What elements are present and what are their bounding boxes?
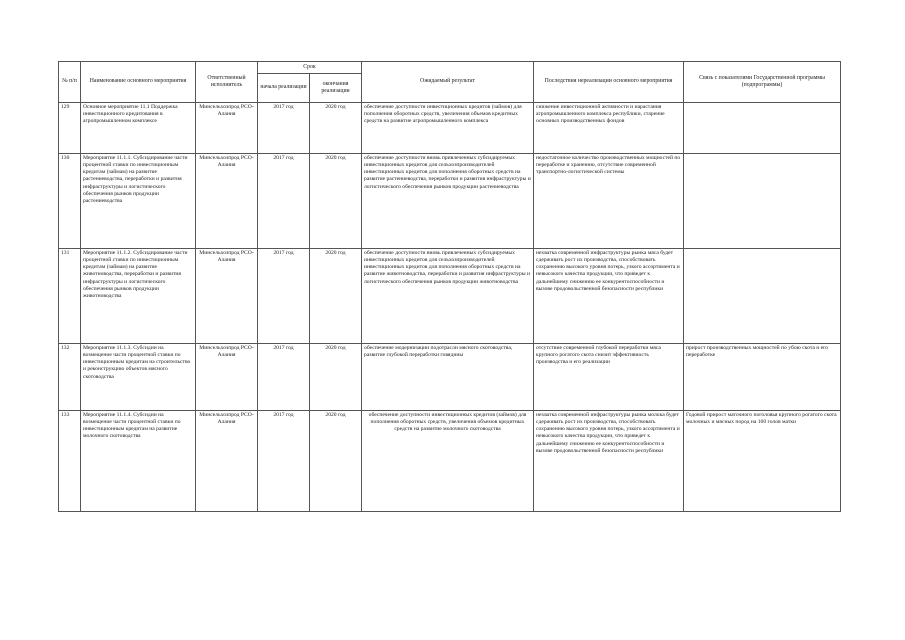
row-name: Мероприятие 11.1.2. Субсидирование части процентной ставки по инвестиционным кредитам (займам) на развитие животноводства, переработки и развития инфраструктуры и логистического обеспечения рынков продукции животноводства bbox=[81, 249, 196, 344]
header-row bbox=[59, 62, 841, 74]
row-responsible: Минсельхозпрод РСО-Алания bbox=[196, 154, 258, 249]
row-end: 2020 год bbox=[310, 411, 362, 512]
header-num: № п/п bbox=[59, 62, 81, 103]
row-num: 130 bbox=[59, 154, 81, 249]
table-row bbox=[59, 249, 841, 344]
table-row bbox=[59, 344, 841, 411]
row-link: прирост производственных мощностей по убою скота и его переработке bbox=[684, 344, 841, 411]
row-consequences: нехватка современной инфраструктуры рынка молока будет сдерживать рост их производства, способствовать сохранению высокого уровня потерь, узкого ассортимента и невысокого качества продукции, что приведет к дальнейшему снижению ее конкурентоспособности и вызове продовольственной безопасности республики bbox=[534, 411, 684, 512]
row-name: Основное мероприятие 11.1 Поддержка инвестиционного кредитования в агропромышленном комплексе bbox=[81, 103, 196, 154]
row-link bbox=[684, 249, 841, 344]
row-result: обеспечение доступности инвестиционных кредитов (займов) для пополнения оборотных средств, увеличения объемов кредитных средств на развитие агропромышленного комплекса bbox=[362, 103, 534, 154]
row-responsible: Минсельхозпрод РСО-Алания bbox=[196, 103, 258, 154]
header-result: Ожидаемый результат bbox=[362, 62, 534, 103]
row-responsible: Минсельхозпрод РСО-Алания bbox=[196, 344, 258, 411]
row-responsible: Минсельхозпрод РСО-Алания bbox=[196, 249, 258, 344]
row-consequences: нехватка современной инфраструктуры рынка мяса будет сдерживать рост их производства, способствовать сохранению высокого уровня потерь, узкого ассортимента и невысокого качества продукции, что приведет к дальнейшему снижению ее конкурентоспособности и вызове продовольственной безопасности республики bbox=[534, 249, 684, 344]
header-consequences: Последствия нереализации основного мероприятия bbox=[534, 62, 684, 103]
table-row bbox=[59, 411, 841, 512]
row-link bbox=[684, 103, 841, 154]
row-consequences: недостаточное количество производственных мощностей по переработке и хранению, отсутствие современной транспортно-логистической системы bbox=[534, 154, 684, 249]
header-term-end: окончания реализации bbox=[310, 74, 362, 103]
row-result: обеспечение модернизации подотрасли мясного скотоводства, развитие глубокой переработки говядины bbox=[362, 344, 534, 411]
header-term: Срок bbox=[258, 62, 362, 74]
row-end: 2020 год bbox=[310, 103, 362, 154]
row-end: 2020 год bbox=[310, 154, 362, 249]
table-row bbox=[59, 103, 841, 154]
row-end: 2020 год bbox=[310, 344, 362, 411]
row-num: 132 bbox=[59, 344, 81, 411]
row-name: Мероприятие 11.1.3. Субсидии на возмещение части процентной ставки по инвестиционным кредитам на строительство и реконструкцию объектов мясного скотоводства bbox=[81, 344, 196, 411]
row-name: Мероприятие 11.1.4. Субсидии на возмещение части процентной ставки по инвестиционным кредитам на развитие молочного скотоводства bbox=[81, 411, 196, 512]
row-link: Годовой прирост маточного поголовья крупного рогатого скота молочных и мясных пород на 100 голов матки bbox=[684, 411, 841, 512]
row-consequences: снижение инвестиционной активности и нарастания агропромышленного комплекса республики, старение основных производственных фондов bbox=[534, 103, 684, 154]
row-start: 2017 год bbox=[258, 103, 310, 154]
row-start: 2017 год bbox=[258, 249, 310, 344]
row-start: 2017 год bbox=[258, 154, 310, 249]
row-result: обеспечение доступности инвестиционных кредитов (займов) для пополнения оборотных средств, увеличения объемов кредитных средств на развитие молочного скотоводства bbox=[362, 411, 534, 512]
row-link bbox=[684, 154, 841, 249]
table-row bbox=[59, 154, 841, 249]
header-link: Связь с показателями Государственной программы (подпрограммы) bbox=[684, 62, 841, 103]
row-end: 2020 год bbox=[310, 249, 362, 344]
row-responsible: Минсельхозпрод РСО-Алания bbox=[196, 411, 258, 512]
row-result: обеспечение доступности вновь привлеченных субсидируемых инвестиционных кредитов для сельхозпроизводителей инвестиционных кредитов для пополнения оборотных средств на развитие животноводства, переработки и развития инфраструктуры и логистического обеспечения рынков продукции животноводства bbox=[362, 249, 534, 344]
row-num: 133 bbox=[59, 411, 81, 512]
row-consequences: отсутствие современной глубокой переработки мяса крупного рогатого скота снизит эффективность производства и его реализации bbox=[534, 344, 684, 411]
row-name: Мероприятие 11.1.1. Субсидирование части процентной ставки по инвестиционным кредитам (займам) на развитие растениеводства, переработки и развития инфраструктуры и логистического обеспечения рынков продукции растениеводства bbox=[81, 154, 196, 249]
row-start: 2017 год bbox=[258, 411, 310, 512]
header-responsible: Ответственный исполнитель bbox=[196, 62, 258, 103]
row-start: 2017 год bbox=[258, 344, 310, 411]
row-num: 129 bbox=[59, 103, 81, 154]
header-term-start: начала реализации bbox=[258, 74, 310, 103]
row-result: обеспечение доступности вновь привлеченных субсидируемых инвестиционных кредитов для сельхозпроизводителей инвестиционных кредитов для пополнения оборотных средств на развитие растениеводства, переработки и развития инфраструктуры и логистического обеспечения рынков продукции растениеводства bbox=[362, 154, 534, 249]
program-table bbox=[58, 61, 841, 512]
header-name: Наименование основного мероприятия bbox=[81, 62, 196, 103]
row-num: 131 bbox=[59, 249, 81, 344]
